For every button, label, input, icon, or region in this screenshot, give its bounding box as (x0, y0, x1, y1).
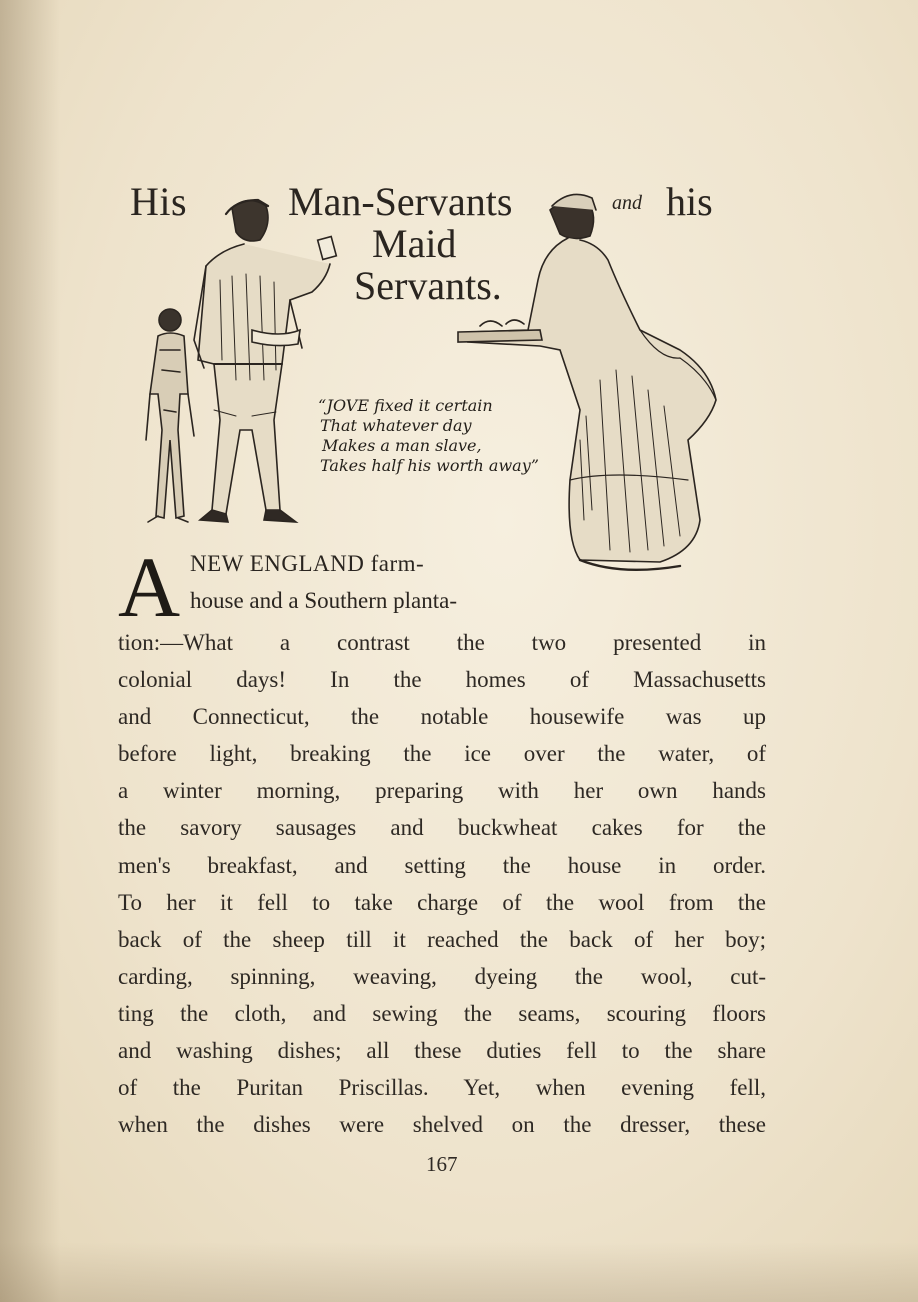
title-man-servants: Man-Servants (288, 179, 513, 224)
epigraph-quote (316, 396, 539, 476)
body-second-line: house and a Southern planta- (190, 588, 457, 613)
title-maid: Maid (372, 221, 457, 266)
body-line: colonial days! In the homes of Massachusetts (118, 667, 766, 693)
body-first-line: NEW ENGLAND farm- (190, 551, 425, 576)
title-his-left: His (130, 179, 188, 224)
man-servant-figure (194, 200, 336, 522)
body-line: ting the cloth, and sewing the seams, scouring floors (118, 1000, 766, 1026)
body-line: before light, breaking the ice over the water, of (118, 741, 766, 767)
boy-figure (146, 309, 194, 522)
page-shadow-left (0, 0, 60, 1302)
quote-line-3: Makes a man slave, (322, 436, 482, 455)
body-line: To her it fell to take charge of the wool from the (118, 889, 766, 915)
title-servants: Servants. (354, 263, 502, 308)
quote-line-4: Takes half his worth away” (320, 456, 539, 475)
body-line: tion:—What a contrast the two presented in (118, 630, 766, 655)
maid-servant-figure (458, 194, 716, 569)
body-line: back of the sheep till it reached the back of her boy; (118, 926, 766, 952)
page-shadow-bottom (0, 1242, 918, 1302)
title-and: and (612, 192, 642, 214)
quote-line-2: That whatever day (320, 416, 472, 435)
body-line: and washing dishes; all these duties fell to the share (118, 1038, 766, 1064)
body-line: of the Puritan Priscillas. Yet, when evening fell, (118, 1075, 766, 1101)
body-line: the savory sausages and buckwheat cakes for the (118, 815, 766, 841)
page-number: 167 (426, 1152, 458, 1176)
quote-line-1: “JOVE fixed it certain (318, 396, 493, 415)
body-paragraph (118, 624, 766, 1143)
title-his-right: his (666, 179, 713, 224)
body-line: a winter morning, preparing with her own hands (118, 778, 766, 804)
body-line: men's breakfast, and setting the house in order. (118, 852, 766, 878)
body-line: when the dishes were shelved on the dresser, these (118, 1112, 766, 1138)
body-line: and Connecticut, the notable housewife was up (118, 704, 766, 730)
drop-cap: A (118, 539, 181, 635)
body-line: carding, spinning, weaving, dyeing the wool, cut- (118, 963, 766, 989)
